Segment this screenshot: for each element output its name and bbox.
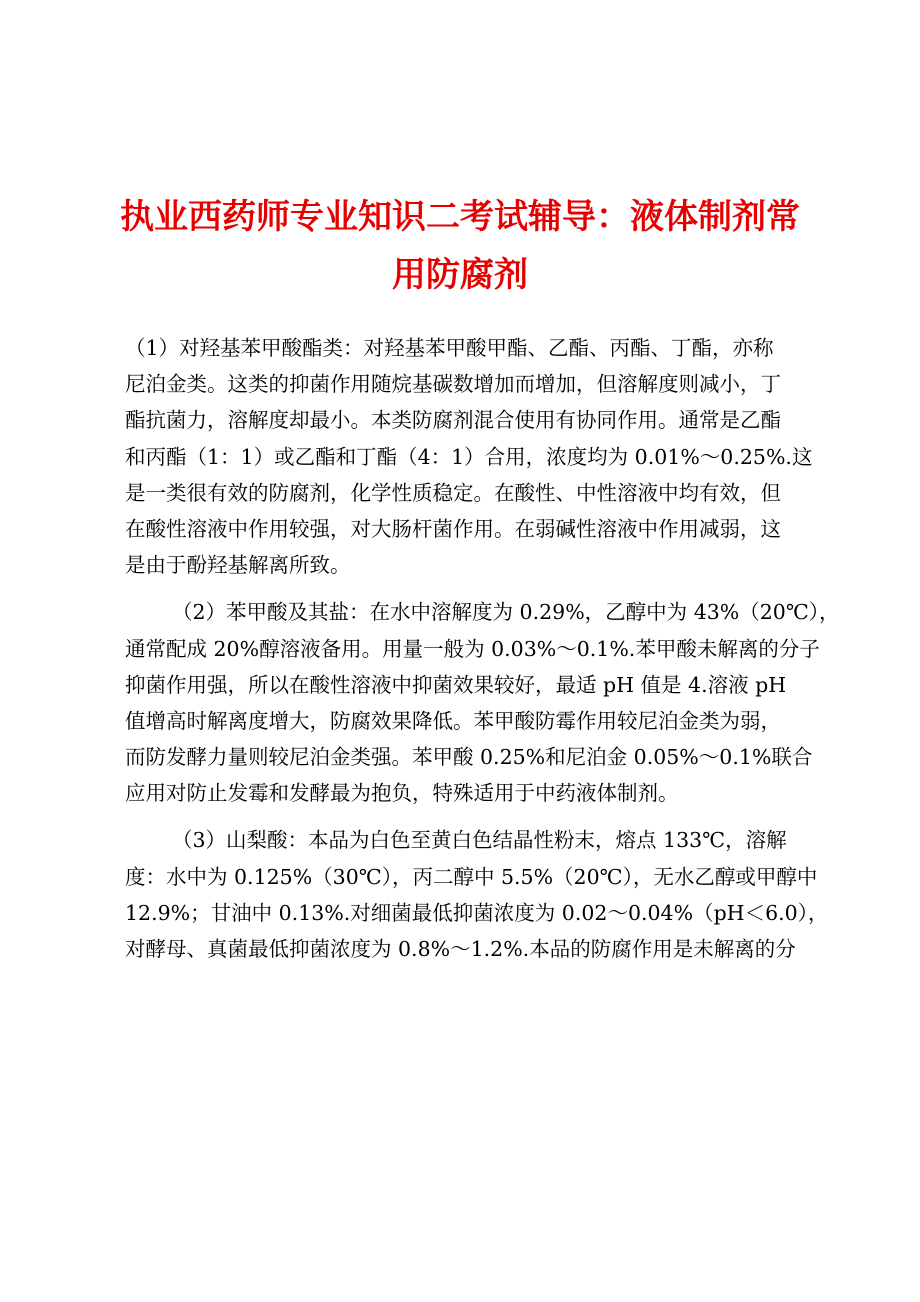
- paragraph-spacer: [125, 811, 815, 822]
- paragraph-line: 在酸性溶液中作用较强，对大肠杆菌作用。在弱碱性溶液中作用减弱，这: [125, 516, 781, 541]
- paragraph-line: 12.9%；甘油中 0.13%.对细菌最低抑菌浓度为 0.02～0.04%（pH＜6.0），: [125, 900, 829, 925]
- paragraph-line: 值增高时解离度增大，防腐效果降低。苯甲酸防霉作用较尼泊金类为弱，: [125, 708, 781, 733]
- paragraph-line: 通常配成 20%醇溶液备用。用量一般为 0.03%～0.1%.苯甲酸未解离的分子: [125, 636, 820, 661]
- paragraph-line: 而防发酵力量则较尼泊金类强。苯甲酸 0.25%和尼泊金 0.05%～0.1%联合: [125, 745, 813, 770]
- page-title: [100, 188, 820, 304]
- paragraph-line: 是一类很有效的防腐剂，化学性质稳定。在酸性、中性溶液中均有效，但: [125, 480, 781, 505]
- paragraph-line: （3）山梨酸：本品为白色至黄白色结晶性粉末，熔点 133℃，溶解: [172, 828, 787, 853]
- paragraph-1: [125, 330, 815, 583]
- paragraph-line: （1）对羟基苯甲酸酯类：对羟基苯甲酸甲酯、乙酯、丙酯、丁酯，亦称: [125, 336, 774, 360]
- paragraph-3: [125, 822, 829, 967]
- document-body: [125, 330, 840, 967]
- paragraph-line: 度：水中为 0.125%（30℃），丙二醇中 5.5%（20℃），无水乙醇或甲醇中: [125, 864, 818, 889]
- paragraph-line: 酯抗菌力，溶解度却最小。本类防腐剂混合使用有协同作用。通常是乙酯: [125, 408, 781, 433]
- title-line-2: 用防腐剂: [392, 255, 528, 295]
- paragraph-line: 抑菌作用强，所以在酸性溶液中抑菌效果较好，最适 pH 值是 4.溶液 pH: [125, 672, 787, 697]
- title-line-1: 执业西药师专业知识二考试辅导：液体制剂常: [120, 197, 800, 237]
- paragraph-line: 尼泊金类。这类的抑菌作用随烷基碳数增加而增加，但溶解度则减小，丁: [125, 372, 781, 397]
- paragraph-line: 应用对防止发霉和发酵最为抱负，特殊适用于中药液体制剂。: [125, 781, 679, 806]
- paragraph-line: 对酵母、真菌最低抑菌浓度为 0.8%～1.2%.本品的防腐作用是未解离的分: [125, 937, 796, 961]
- paragraph-line: 是由于酚羟基解离所致。: [125, 553, 351, 578]
- paragraph-spacer: [125, 583, 815, 594]
- paragraph-line: 和丙酯（1：1）或乙酯和丁酯（4：1）合用，浓度均为 0.01%～0.25%.这: [125, 444, 813, 469]
- paragraph-line: （2）苯甲酸及其盐：在水中溶解度为 0.29%，乙醇中为 43%（20℃），: [172, 600, 840, 625]
- paragraph-2: [125, 594, 840, 811]
